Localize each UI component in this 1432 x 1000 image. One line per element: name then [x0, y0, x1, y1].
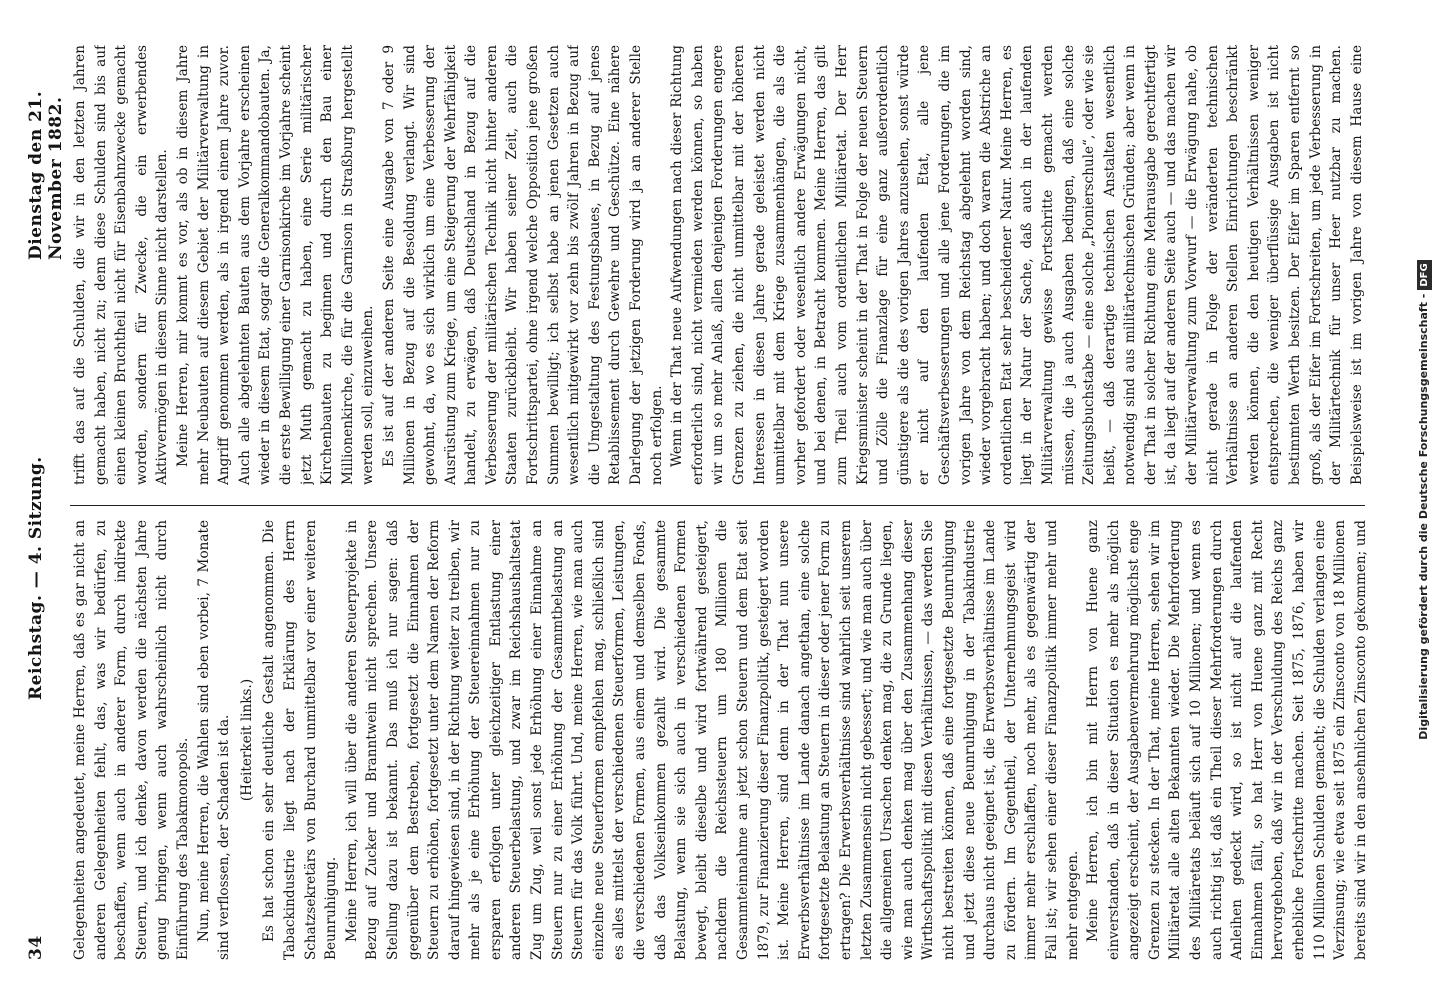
- paragraph: Es hat schon ein sehr deutliche Gestalt angenommen. Die Tabackindustrie liegt nach der Erklärung des Herrn Schatzsekretärs von Burchard unmittelbar vor einer weiteren Beunruhigung.: [261, 520, 340, 960]
- digitization-credit: [1413, 0, 1432, 1000]
- paragraph: Nun, meine Herren, die Wahlen sind eben vorbei, 7 Monate sind verflossen, der Schaden ist da.: [195, 520, 233, 960]
- text-column-left: [70, 520, 1370, 960]
- text-column-right: [70, 45, 1370, 485]
- interjection: (Heiterkeit links.): [238, 678, 255, 802]
- paragraph: Meine Herren, ich bin mit Herrn von Huene ganz einverstanden, daß in dieser Situation es mehr als möglich angezeigt erscheint, der Ausgabenvermehrung möglichst enge Grenzen zu stecken. In der That, meine Herren, sehen wir im Militäretat alle alten Bekannten wieder. Die Mehrforderung des Militäretats beläuft sich auf 10 Millionen; und wenn es auch richtig ist, daß ein Theil dieser Mehrforderungen durch Anleihen gedeckt wird, so ist nicht auf die laufenden Einnahmen fällt, so hat Herr von Huene ganz mit Recht hervorgehoben, daß wir in der Verschuldung des Reichs ganz erhebliche Fortschritte machen. Seit 1875, 1876, haben wir 110 Millionen Schulden gemacht; die Schulden verlangen eine Verzinsung; wie etwa seit 1875 ein Zinsconto von 18 Millionen bereits sind wir in den ansehnlichen Zinsconto gekommen; und: [1085, 520, 1369, 960]
- header-date-title: Dienstag den 21. November 1882.: [26, 90, 66, 260]
- header-session-title: Reichstag. — 4. Sitzung.: [26, 456, 46, 700]
- paragraph: trifft das auf die Schulden, die wir in den letzten Jahren gemacht haben, nicht zu; denn diese Schulden sind bis auf einen kleinen Bruchtheil nicht für Eisenbahnzwecke gemacht worden, sondern für Zwecke, die ein erwerbendes Aktivvermögen in diesem Sinne nicht darstellen.: [72, 45, 171, 485]
- paragraph: Gelegenheiten angedeutet, meine Herren, daß es gar nicht an anderen Gelegenheiten fehlt, das, was wir bedürfen, zu beschaffen, wenn auch in anderer Form, durch indirekte Steuern, und ich denke, davon werden die nächsten Jahre genug bringen, wenn auch wahrscheinlich nicht durch Einführung des Tabakmonopols.: [72, 520, 191, 960]
- page-number: 34: [26, 935, 46, 960]
- column-divider: [70, 505, 1365, 506]
- paragraph: Es ist auf der anderen Seite eine Ausgabe von 7 oder 9 Millionen in Bezug auf die Besoldung verlangt. Wir sind gewohnt, da, wo es sich wirklich um eine Verbesserung der Ausrüstung zum Kriege, um eine Steigerung der Wehrfähigkeit handelt, zu erwägen, daß Deutschland in Bezug auf die Verbesserung der militärischen Technik nicht hinter anderen Staaten zurückbleibt. Wir haben seiner Zeit, auch die Fortschrittspartei, ohne irgend welche Opposition jene großen Summen bewilligt; ich selbst habe an jenen Gesetzen auch wesentlich mitgewirkt vor zehn bis zwölf Jahren in Bezug auf die Umgestaltung des Festungsbaues, in Bezug auf jenes Retablissement durch Gewehre und Geschütze. Eine nähere Darlegung der jetzigen Forderung wird ja an anderer Stelle noch erfolgen.: [380, 45, 665, 485]
- paragraph: Meine Herren, ich will über die anderen Steuerprojekte in Bezug auf Zucker und Branntwein nicht sprechen. Unsere Stellung dazu ist bekannt. Das muß ich nur sagen: daß gegenüber dem Bestreben, fortgesetzt die Einnahmen der Steuern zu erhöhen, fortgesetzt unter dem Namen der Reform darauf hingewiesen sind, in der Richtung weiter zu treiben, wir mehr als je eine Erhöhung der Steuereinnahmen nur zu ersparen erfolgen unter gleichzeitiger Entlastung einer anderen Steuerbelastung, und zwar im Reichshaushaltsetat Zug um Zug, weil sonst jede Erhöhung einer Einnahme an Steuern nur zu einer Erhöhung der Gesammtbelastung an Steuern für das Volk führt. Und, meine Herren, wie man auch einzelne neue Steuerformen empfehlen mag, schließlich sind es alles mittelst der verschiedenen Steuerformen, Leistungen, die verschiedenen Formen, aus einem und demselben Fonds, daß das Volkseinkommen gezahlt wird. Die gesammte Belastung, wenn sie sich auch in verschiedenen Formen bewegt, bleibt dieselbe und wird fortwährend gesteigert, nachdem die Reichssteuern um 180 Millionen die Gesammteinnahme an jetzt schon Steuern und dem Etat seit 1879, zur Finanzierung dieser Finanzpolitik, gesteigert worden ist. Meine Herren, sind denn in der That nun unsere Erwerbsverhältnisse im Lande danach angethan, eine solche fortgesetzte Belastung an Steuern in dieser oder jener Form zu ertragen? Die Erwerbsverhältnisse sind wahrlich seit unserem letzten Zusammensein nicht gebessert; und wie man auch über die allgemeinen Ursachen denken mag, die zu Grunde liegen, wie man auch denken mag über den Zusammenhang dieser Wirthschaftspolitik mit diesen Verhältnissen, — das werden Sie nicht bestreiten können, daß eine fortgesetzte Beunruhigung und jetzt diese neue Beunruhigung in der Tabakindustrie durchaus nicht geeignet ist, die Erwerbsverhältnisse im Lande zu fördern. Im Gegentheil, der Unternehmungsgeist wird immer mehr erschlaffen, noch mehr, als es gegenwärtig der Fall ist; wir sehen einer dieser Finanzpolitik immer mehr und mehr entgegen.: [343, 520, 1081, 960]
- paragraph: Wenn in der That neue Aufwendungen nach dieser Richtung erforderlich sind, nicht vermieden werden können, so haben wir um so mehr Anlaß, allen denjenigen Forderungen engere Grenzen zu ziehen, die nicht unmittelbar mit der höheren Interessen in diesen Jahre gerade geleistet werden nicht unmittelbar mit dem Kriege zusammenhängen, die als die vorher gefordert oder wesentlich andere Erwägungen nicht, und bei denen, in Betracht kommen. Meine Herren, das gilt zum Theil auch vom ordentlichen Militäretat. Der Herr Kriegsminister scheint in der That in Folge der neuen Steuern und Zölle die Finanzlage für eine ganz außerordentlich günstigere als die des vorigen Jahres anzusehen, sonst würde er nicht auf den laufenden Etat, alle jene Geschäftsverbesserungen und alle jene Forderungen, die im vorigen Jahre von dem Reichstag abgelehnt worden sind, wieder vorgebracht haben; und doch waren die Abstriche an ordentlichen Etat sehr bescheidener Natur. Meine Herren, es liegt in der Natur der Sache, daß auch in der laufenden Militärverwaltung gewisse Fortschritte gemacht werden müssen, die ja auch Ausgaben bedingen, daß eine solche Zeitungsbuchstabe — eine solche „Pionierschule“, oder wie sie heißt, — daß derartige technischen Anstalten wesentlich notwendig sind aus militärtechnischen Gründen; aber wenn in der That in solcher Richtung eine Mehrausgabe gerechtfertigt ist, da liegt auf der anderen Seite auch — und das machen wir der Militärverwaltung zum Vorwurf — die Erwägung nahe, ob nicht gerade in Folge der veränderten technischen Verhältnisse an anderen Stellen Einrichtungen beschränkt werden können, die den heutigen Verhältnissen weniger entsprechen, die weniger überflüssige Ausgaben ist nicht bestimmten Werth besitzen. Der Eifer im Sparen entfernt so groß, als der Eifer im Fortschreiten, um jede Verbesserung in der Militärtechnik für unser Heer nutzbar zu machen. Beispielsweise ist im vorigen Jahre von diesem Hause eine: [669, 45, 1365, 485]
- paragraph: Meine Herren, mir kommt es vor, als ob in diesem Jahre mehr Neubauten auf diesem Gebiet der Militärverwaltung in Angriff genommen werden, als in irgend einem Jahre zuvor. Auch alle abgelehnten Bauten aus dem Vorjahre erscheinen wieder in diesem Etat, sogar die Generalkommandobauten. Ja, die erste Bewilligung einer Garnisonkirche im Vorjahre scheint jetzt Muth gemacht zu haben, eine Serie militärischer Kirchenbauten zu beginnen und durch den Bau einer Millionenkirche, die für die Garnison in Straßburg hergestellt werden soll, einzuweihen.: [174, 45, 377, 485]
- dfg-logo: DFG: [1417, 260, 1432, 289]
- page-header: [22, 40, 66, 960]
- credit-text: Digitalisierung gefördert durch die Deutsche Forschungsgemeinschaft -: [1417, 293, 1430, 740]
